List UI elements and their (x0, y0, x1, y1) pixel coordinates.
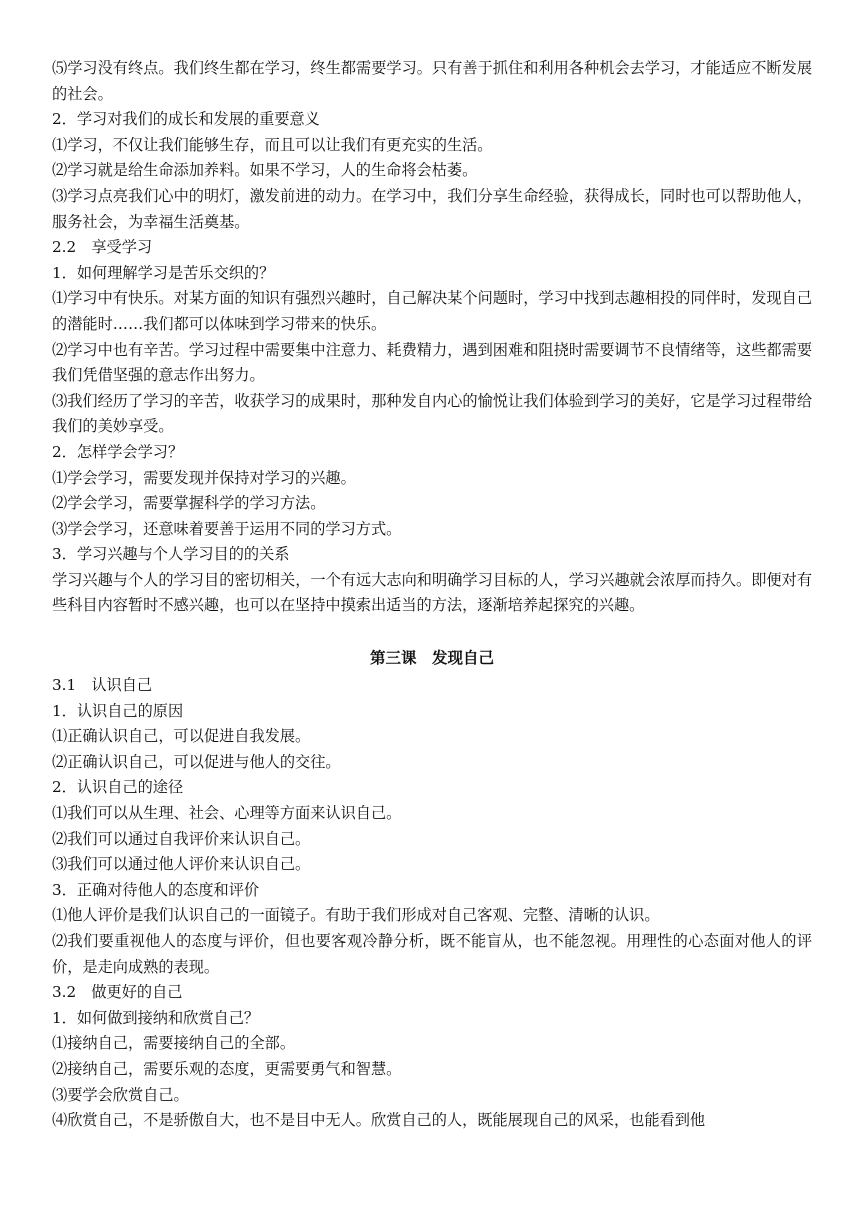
text-line: ⑴学会学习，需要发现并保持对学习的兴趣。 (52, 468, 356, 487)
text-line: ⑴正确认识自己，可以促进自我发展。 (52, 727, 311, 746)
text-paragraph: 学习兴趣与个人的学习目的密切相关，一个有远大志向和明确学习目标的人，学习兴趣就会浓厚而持久。即便对有些科目内容暂时不感兴趣，也可以在坚持中摸索出适当的方法，逐渐培养起探究的兴趣。 (52, 570, 812, 615)
document-body (52, 56, 812, 1134)
text-line: 3.2 做更好的自己 (52, 983, 183, 1002)
text-paragraph: ⑴学习中有快乐。对某方面的知识有强烈兴趣时，自己解决某个问题时，学习中找到志趣相投的同伴时，发现自己的潜能时……我们都可以体味到学习带来的快乐。 (52, 289, 812, 333)
section-gap (52, 619, 812, 644)
text-line: 3．学习兴趣与个人学习目的的关系 (52, 545, 290, 564)
text-line: ⑶我们可以通过他人评价来认识自己。 (52, 855, 311, 874)
text-line: 1．认识自己的原因 (52, 701, 184, 720)
text-line: 1．如何理解学习是苦乐交织的？ (52, 263, 275, 282)
text-line: ⑷欣赏自己，不是骄傲自大，也不是目中无人。欣赏自己的人，既能展现自己的风采，也能看到他 (52, 1111, 706, 1130)
text-paragraph: ⑶学习点亮我们心中的明灯，激发前进的动力。在学习中，我们分享生命经验，获得成长，同时也可以帮助他人，服务社会，为幸福生活奠基。 (52, 186, 812, 231)
text-line: 2．学习对我们的成长和发展的重要意义 (52, 110, 320, 129)
text-line: ⑴接纳自己，需要接纳自己的全部。 (52, 1034, 295, 1053)
text-line: ⑵学会学习，需要掌握科学的学习方法。 (52, 494, 326, 513)
text-line: 3．正确对待他人的态度和评价 (52, 880, 260, 899)
text-line: ⑵接纳自己，需要乐观的态度，更需要勇气和智慧。 (52, 1059, 402, 1078)
text-line: ⑶学会学习，还意味着要善于运用不同的学习方式。 (52, 519, 402, 538)
text-paragraph: ⑵我们要重视他人的态度与评价，但也要客观冷静分析，既不能盲从，也不能忽视。用理性的心态面对他人的评价，是走向成熟的表现。 (52, 932, 812, 976)
text-line: ⑴学习，不仅让我们能够生存，而且可以让我们有更充实的生活。 (52, 135, 493, 154)
lesson-title: 第三课 发现自己 (369, 649, 494, 668)
text-line: ⑴我们可以从生理、社会、心理等方面来认识自己。 (52, 804, 402, 823)
text-line: ⑵我们可以通过自我评价来认识自己。 (52, 829, 311, 848)
text-line: 1．如何做到接纳和欣赏自己？ (52, 1008, 260, 1027)
text-line: ⑵正确认识自己，可以促进与他人的交往。 (52, 752, 341, 771)
text-line: ⑴他人评价是我们认识自己的一面镜子。有助于我们形成对自己客观、完整、清晰的认识。 (52, 906, 660, 925)
text-paragraph: ⑸学习没有终点。我们终生都在学习，终生都需要学习。只有善于抓住和利用各种机会去学习，才能适应不断发展的社会。 (52, 59, 812, 103)
text-line: ⑶要学会欣赏自己。 (52, 1085, 189, 1104)
text-line: 3.1 认识自己 (52, 676, 153, 695)
text-line: ⑵学习就是给生命添加养料。如果不学习，人的生命将会枯萎。 (52, 161, 478, 180)
text-paragraph: ⑵学习中也有辛苦。学习过程中需要集中注意力、耗费精力，遇到困难和阻挠时需要调节不良情绪等，这些都需要我们凭借坚强的意志作出努力。 (52, 340, 812, 385)
text-line: 2．认识自己的途径 (52, 778, 184, 797)
text-line: 2.2 享受学习 (52, 238, 153, 257)
document-page (52, 56, 812, 1134)
text-line: 2．怎样学会学习？ (52, 442, 184, 461)
text-paragraph: ⑶我们经历了学习的辛苦，收获学习的成果时，那种发自内心的愉悦让我们体验到学习的美好，它是学习过程带给我们的美妙享受。 (52, 391, 812, 436)
